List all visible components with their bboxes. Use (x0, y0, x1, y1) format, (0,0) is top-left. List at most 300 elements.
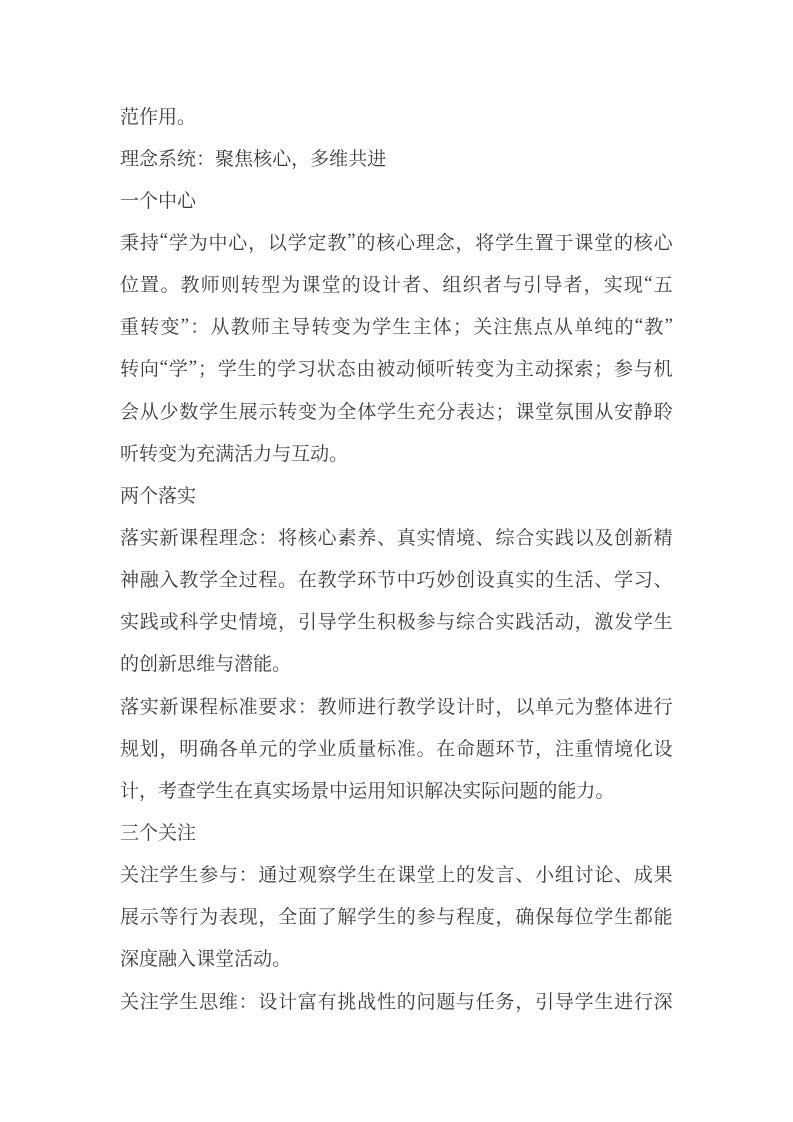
char: 生 (594, 991, 614, 1013)
char: 与 (436, 907, 456, 929)
char: 关 (158, 822, 178, 844)
char: ， (258, 907, 278, 929)
char: 单 (574, 317, 594, 339)
char: 心 (653, 232, 673, 254)
char: 求 (278, 696, 298, 718)
char: 被 (376, 359, 396, 381)
char: 论 (594, 865, 614, 887)
char: 设 (475, 570, 495, 592)
char: 组 (554, 865, 574, 887)
char: 确 (515, 907, 535, 929)
char: 为 (351, 317, 371, 339)
char: 充 (196, 443, 216, 465)
char: 主 (514, 359, 534, 381)
char: 生 (357, 865, 377, 887)
char: 入 (159, 570, 179, 592)
char: 者 (563, 275, 583, 297)
char: 维 (329, 148, 349, 170)
char: 用 (367, 780, 387, 802)
char: 生 (179, 865, 199, 887)
char: 落 (158, 485, 178, 507)
char: 景 (310, 780, 330, 802)
text-line (120, 431, 673, 473)
char: 为 (574, 696, 594, 718)
char: 堂 (321, 275, 341, 297)
char: 引 (535, 991, 555, 1013)
text-line (120, 895, 673, 937)
char: 行 (179, 907, 199, 929)
text-line (120, 94, 673, 136)
char: 主 (412, 317, 432, 339)
char: 理 (120, 148, 140, 170)
char: 。 (177, 106, 197, 128)
char: 等 (159, 907, 179, 929)
text-line (120, 979, 673, 1021)
char: 、 (376, 527, 396, 549)
char: 三 (120, 822, 140, 844)
char: 全 (337, 401, 357, 423)
char: 题 (436, 991, 456, 1013)
char: ： (190, 317, 210, 339)
char: 展 (238, 401, 258, 423)
char: 变 (297, 401, 317, 423)
char: 教 (179, 570, 199, 592)
char: 维 (218, 991, 238, 1013)
char: “ (634, 314, 644, 336)
char: 富 (297, 991, 317, 1013)
char: 的 (257, 359, 277, 381)
char: 解 (337, 907, 357, 929)
char: 活 (234, 949, 254, 971)
char: 进 (367, 148, 387, 170)
char: 能 (253, 654, 273, 676)
char: 设 (436, 696, 456, 718)
char: 由 (356, 359, 376, 381)
char: 在 (436, 738, 456, 760)
char: 的 (535, 570, 555, 592)
char: 与 (272, 443, 292, 465)
char: 注 (177, 822, 197, 844)
char: 合 (515, 527, 535, 549)
char: 量 (357, 738, 377, 760)
char: 互 (291, 443, 311, 465)
char: 学 (217, 359, 237, 381)
char: 课 (179, 696, 199, 718)
char: ， (248, 232, 268, 254)
char: 学 (199, 401, 219, 423)
char: ： (196, 148, 216, 170)
char: 学 (633, 612, 653, 634)
char: 生 (514, 232, 534, 254)
char: 中 (396, 570, 416, 592)
char: 生 (554, 570, 574, 592)
char: 转 (240, 275, 260, 297)
char: 题 (519, 780, 539, 802)
char: 精 (653, 527, 673, 549)
char: 践 (554, 527, 574, 549)
char: 表 (218, 907, 238, 929)
char: 运 (348, 780, 368, 802)
char: 与 (218, 865, 238, 887)
char: 都 (633, 907, 653, 929)
char: 以 (574, 527, 594, 549)
char: 的 (396, 907, 416, 929)
char: 转 (120, 359, 140, 381)
char: 新 (633, 527, 653, 549)
char: 学 (337, 570, 357, 592)
char: 实 (535, 527, 555, 549)
char: 际 (481, 780, 501, 802)
char: 与 (215, 654, 235, 676)
char: 能 (557, 780, 577, 802)
char: 生 (614, 907, 634, 929)
char: 理 (415, 232, 435, 254)
char: 挑 (337, 991, 357, 1013)
char: 从 (553, 317, 573, 339)
char: 程 (199, 527, 219, 549)
char: 素 (337, 527, 357, 549)
char: 型 (261, 275, 281, 297)
char: 听 (435, 359, 455, 381)
char: 与 (456, 991, 476, 1013)
char: 现 (238, 907, 258, 929)
char: 情 (594, 738, 614, 760)
char: 动 (310, 443, 330, 465)
char: 创 (456, 570, 476, 592)
char: 。 (272, 654, 292, 676)
char: 务 (495, 991, 515, 1013)
char: 行 (633, 991, 653, 1013)
char: 。 (278, 570, 298, 592)
char: 境 (456, 527, 476, 549)
char: 激 (594, 612, 614, 634)
char: 上 (436, 865, 456, 887)
char: 整 (594, 696, 614, 718)
char: 参 (613, 359, 633, 381)
char: 索 (574, 359, 594, 381)
char: 生 (653, 612, 673, 634)
char: 转 (455, 359, 475, 381)
text-line (120, 810, 673, 852)
char: 课 (396, 865, 416, 887)
char: 元 (554, 696, 574, 718)
char: 情 (436, 527, 456, 549)
text-line (120, 473, 673, 515)
char: 核 (253, 148, 273, 170)
char: 、 (594, 570, 614, 592)
char: 生 (218, 401, 238, 423)
char: 。 (595, 780, 615, 802)
text-line (120, 558, 673, 600)
char: 单 (535, 696, 555, 718)
char: 知 (386, 780, 406, 802)
char: 导 (291, 317, 311, 339)
char: 问 (416, 991, 436, 1013)
char: 学 (277, 359, 297, 381)
char: 、 (653, 570, 673, 592)
char: 安 (614, 401, 634, 423)
char: 态 (336, 359, 356, 381)
char: 规 (120, 738, 140, 760)
char: 会 (120, 401, 140, 423)
char: 实 (177, 485, 197, 507)
char: ： (297, 696, 317, 718)
char: 师 (200, 275, 220, 297)
char: 织 (462, 275, 482, 297)
char: 质 (337, 738, 357, 760)
char: 作 (139, 106, 159, 128)
char: 以 (267, 232, 287, 254)
char: 示 (139, 907, 159, 929)
char: 为 (317, 401, 337, 423)
char: 从 (594, 401, 614, 423)
char: 教 (396, 696, 416, 718)
char: 引 (297, 612, 317, 634)
char: 课 (179, 527, 199, 549)
char: 力 (253, 443, 273, 465)
char: 思 (177, 654, 197, 676)
char: 发 (614, 612, 634, 634)
char: ， (139, 780, 159, 802)
char: 在 (297, 570, 317, 592)
char: ， (574, 612, 594, 634)
char: 为 (495, 359, 515, 381)
char: 查 (177, 780, 197, 802)
char: 综 (456, 612, 476, 634)
char: 注 (493, 317, 513, 339)
char: 实 (495, 612, 515, 634)
char: 为 (177, 443, 197, 465)
char: 新 (159, 527, 179, 549)
char: 程 (199, 696, 219, 718)
char: 学 (159, 991, 179, 1013)
char: 学 (372, 317, 392, 339)
text-line (120, 684, 673, 726)
char: 转 (311, 317, 331, 339)
char: 学 (199, 612, 219, 634)
char: ； (495, 401, 515, 423)
char: 生 (179, 991, 199, 1013)
char: 活 (535, 612, 555, 634)
char: 转 (139, 443, 159, 465)
char: 的 (613, 232, 633, 254)
char: 察 (317, 865, 337, 887)
char: 计 (382, 275, 402, 297)
char: 数 (179, 401, 199, 423)
char: 生 (215, 780, 235, 802)
char: 聆 (653, 401, 673, 423)
char: 落 (120, 527, 140, 549)
char: 设 (361, 275, 381, 297)
char: 静 (633, 401, 653, 423)
char: ， (455, 232, 475, 254)
char: ： (238, 991, 258, 1013)
char: 极 (396, 612, 416, 634)
char: 关 (120, 991, 140, 1013)
char: ” (664, 314, 673, 336)
char: 导 (554, 991, 574, 1013)
char: ， (495, 696, 515, 718)
char: 命 (456, 738, 476, 760)
char: 。 (272, 949, 292, 971)
char: 变 (160, 317, 180, 339)
char: 程 (258, 570, 278, 592)
char: 深 (120, 949, 140, 971)
char: 神 (120, 570, 140, 592)
char: ， (278, 612, 298, 634)
char: 堂 (416, 865, 436, 887)
char: 心 (317, 527, 337, 549)
char: 境 (258, 612, 278, 634)
char: 元 (258, 738, 278, 760)
char: 、 (614, 865, 634, 887)
char: 动 (253, 949, 273, 971)
char: 学 (495, 232, 515, 254)
char: 动 (396, 359, 416, 381)
char: 学 (199, 570, 219, 592)
char: 氛 (554, 401, 574, 423)
text-line (120, 263, 673, 305)
char: 确 (199, 738, 219, 760)
char: 体 (614, 696, 634, 718)
char: 参 (416, 907, 436, 929)
char: 言 (495, 865, 515, 887)
char: 创 (614, 527, 634, 549)
char: 范 (120, 106, 140, 128)
char: 全 (218, 570, 238, 592)
char: 秉 (120, 232, 140, 254)
char: 实 (603, 275, 623, 297)
char: 活 (234, 443, 254, 465)
char: 融 (139, 570, 159, 592)
char: 体 (432, 317, 452, 339)
char: 者 (402, 275, 422, 297)
char: 节 (515, 738, 535, 760)
char: 达 (475, 401, 495, 423)
char: 践 (515, 612, 535, 634)
char: 心 (177, 190, 197, 212)
char: 划 (139, 738, 159, 760)
char: 明 (179, 738, 199, 760)
char: 于 (554, 232, 574, 254)
char: 学 (168, 232, 188, 254)
char: 注 (139, 865, 159, 887)
char: 生 (237, 359, 257, 381)
char: 师 (337, 696, 357, 718)
char: 的 (120, 654, 140, 676)
char: 为 (281, 275, 301, 297)
char: 课 (574, 232, 594, 254)
char: 战 (357, 991, 377, 1013)
char: 成 (633, 865, 653, 887)
char: 组 (442, 275, 462, 297)
char: 置 (140, 275, 160, 297)
text-line (120, 937, 673, 979)
char: 教 (644, 317, 664, 339)
char: 主 (271, 317, 291, 339)
char: 统 (177, 148, 197, 170)
char: 念 (435, 232, 455, 254)
char: 环 (357, 570, 377, 592)
char: 学 (287, 232, 307, 254)
text-line (120, 768, 673, 810)
char: 现 (623, 275, 643, 297)
char: 、 (422, 275, 442, 297)
char: 位 (120, 275, 140, 297)
char: ， (159, 738, 179, 760)
char: 的 (396, 991, 416, 1013)
char: 在 (376, 865, 396, 887)
char: 活 (574, 570, 594, 592)
char: 设 (653, 738, 673, 760)
char: 发 (475, 865, 495, 887)
char: 展 (120, 907, 140, 929)
char: ， (583, 275, 603, 297)
char: 为 (199, 907, 219, 929)
char: 力 (576, 780, 596, 802)
char: ” (188, 356, 198, 378)
char: 学 (574, 991, 594, 1013)
text-line (120, 600, 673, 642)
char: 落 (120, 696, 140, 718)
char: 置 (534, 232, 554, 254)
char: 境 (614, 738, 634, 760)
char: 则 (220, 275, 240, 297)
char: 心 (396, 232, 416, 254)
char: 行 (376, 696, 396, 718)
char: 的 (278, 738, 298, 760)
char: 题 (475, 738, 495, 760)
char: 关 (120, 865, 140, 887)
char: 保 (535, 907, 555, 929)
char: 学 (376, 401, 396, 423)
char: 标 (376, 738, 396, 760)
char: 、 (475, 527, 495, 549)
char: 计 (120, 780, 140, 802)
char: 从 (210, 317, 230, 339)
char: 示 (258, 401, 278, 423)
char: 在 (234, 780, 254, 802)
char: 深 (653, 991, 673, 1013)
char: 教 (317, 570, 337, 592)
char: 学 (357, 907, 377, 929)
char: 堂 (215, 949, 235, 971)
char: 真 (396, 527, 416, 549)
char: 导 (543, 275, 563, 297)
char: 观 (297, 865, 317, 887)
char: 变 (475, 359, 495, 381)
char: “ (159, 230, 169, 252)
char: 决 (443, 780, 463, 802)
char: 考 (158, 780, 178, 802)
text-line (120, 347, 673, 389)
char: 将 (475, 232, 495, 254)
char: 学 (168, 359, 188, 381)
char: 多 (310, 148, 330, 170)
char: 师 (250, 317, 270, 339)
char: 问 (500, 780, 520, 802)
char: 单 (238, 738, 258, 760)
char: 课 (196, 949, 216, 971)
char: ， (291, 148, 311, 170)
char: 课 (515, 401, 535, 423)
char: 堂 (594, 232, 614, 254)
char: 践 (139, 612, 159, 634)
char: 体 (357, 401, 377, 423)
char: 过 (278, 865, 298, 887)
char: 参 (416, 612, 436, 634)
char: 两 (120, 485, 140, 507)
